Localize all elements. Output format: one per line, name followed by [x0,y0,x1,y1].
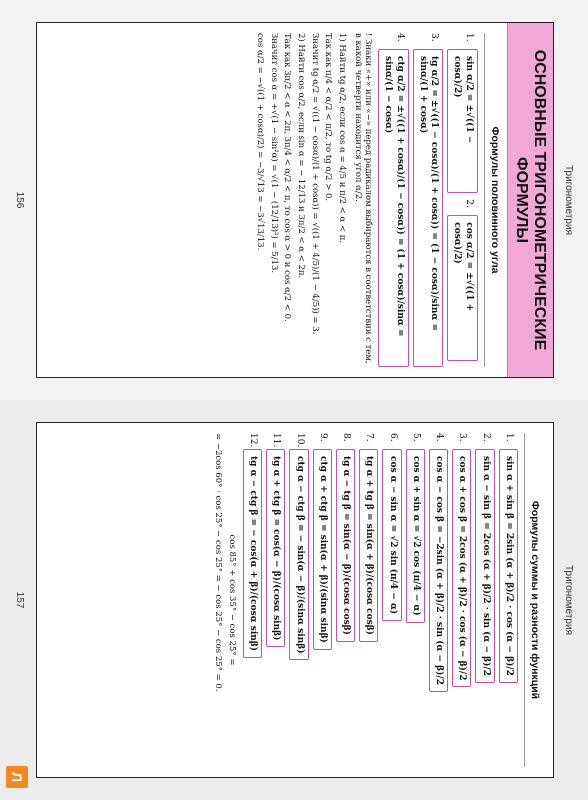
section-title: Формулы суммы и разности функций [524,433,541,767]
formula-box: ctg α − ctg β = − sin(α − β)/(sinα sinβ) [289,449,308,660]
formula-number: 4. [434,433,445,442]
content-box [36,422,554,778]
formula-box: tg α − ctg β = − cos(α + β)/(cosα sinβ) [243,449,262,658]
formula-row [447,33,478,367]
example-line: cos 85° + cos 35° − cos 25° = [226,534,237,666]
formula-number: 5. [410,433,421,442]
formula-row [499,433,518,767]
formula-box: sin α/2 = ±√((1 − cosα)/2) [447,49,478,193]
example-line: = −2cos 60° · cos 25° − cos 25° = − cos 25° − cos 25° = 0. [213,433,224,692]
page-157 [0,400,588,800]
formula-box: ctg α/2 = ±√((1 + cosα)/(1 − cosα)) = (1 + cosα)/sinα = sinα/(1 − cosα) [378,49,409,367]
sign-note: ! Знаки «+» или «−» перед радикалом выбираются в соответствии с тем, в какой четверти находится угол α/2. [352,33,374,364]
formula-row [382,433,401,767]
formula-box: cos α + sin α = √2 cos (π/4 − α) [406,449,425,623]
formula-box: tg α + tg β = sin(α + β)/(cosα cosβ) [359,449,378,642]
formula-number: 6. [387,433,398,442]
example-2-line: Так как 3π/2 < α < 2π, 3π/4 < α/2 < π, то cos α > 0 и cos α/2 < 0. [282,33,293,322]
formula-number: 11. [271,433,282,448]
chapter-banner: ОСНОВНЫЕ ТРИГОНОМЕТРИЧЕСКИЕ ФОРМУЛЫ [507,23,553,377]
formula-number: 1. [463,33,474,42]
publisher-logo-icon: Л [6,766,28,788]
formula-box: sin α + sin β = 2sin (α + β)/2 · cos (α − β)/2 [499,449,518,683]
example-1-line: Так как π/4 < α/2 < π/2, то tg α/2 > 0. [323,33,334,202]
content-box [36,22,554,378]
formula-row [475,433,494,767]
formula-row [266,433,285,767]
formula-box: ctg α + ctg β = sin(α + β)/(sinα sinβ) [313,449,332,650]
formula-number: 9. [317,433,328,442]
formula-row [378,33,409,367]
formula-box: cos α/2 = ±√((1 + cosα)/2) [447,215,478,361]
formula-number: 8. [341,433,352,442]
formula-number: 3. [457,433,468,442]
formula-number: 4. [394,33,405,42]
running-head: Тригонометрия [563,164,574,235]
formula-pair [447,49,478,367]
formula-number: 3. [429,33,440,42]
formula-row [359,433,378,767]
formula-number: 1. [503,433,514,442]
formula-row [336,433,355,767]
formula-row [429,433,448,767]
section-title: Формулы половинного угла [484,33,501,367]
formula-number: 7. [364,433,375,442]
formula-row [243,433,262,767]
formula-box: cos α − sin α = √2 sin (π/4 − α) [382,449,401,621]
formula-box: tg α/2 = ±√((1 − cosα)/(1 + cosα)) = (1 − cosα)/sinα = sinα/(1 + cosα) [413,49,444,367]
example-2-line: cos α/2 = −√((1 + cosα)/2) = −3/√13 = −3√13/13. [255,33,266,251]
formula-number: 2. [480,433,491,442]
running-head: Тригонометрия [563,564,574,635]
page-number: 157 [14,591,25,609]
formula-box: sin α − sin β = 2cos (α + β)/2 · sin (α − β)/2 [475,449,494,683]
example-2-title: 2) Найти cos α/2, если sin α = − 12/13 и 3π/2 < α < 2π. [296,33,307,279]
formula-row [313,433,332,767]
formula-row [452,433,471,767]
formula-row [406,433,425,767]
example-2-line: Значит cos α = +√(1 − sin²α) = √(1 − (12/13)²) = 5/13. [268,33,279,274]
formula-row [289,433,308,767]
formula-number: 10. [294,433,305,448]
formula-box: tg α − tg β = sin(α − β)/(cosα cosβ) [336,449,355,642]
example-1-title: 1) Найти tg α/2, если cos α = 4/5 и π/2 < α < π. [336,33,347,244]
page-number: 156 [14,191,25,209]
formula-box: tg α + ctg β = cos(α − β)/(cosα sinβ) [266,449,285,647]
formula-box: cos α − cos β = −2sin (α + β)/2 · sin (α − β)/2 [429,449,448,692]
example-1-line: Значит tg α/2 = √((1 − cosα)/(1 + cosα)) = √((1 + 4/5)/(1 − 4/5)) = 3. [309,33,320,335]
formula-number: 12. [248,433,259,448]
formula-row [413,33,444,367]
formula-number: 2. [463,199,474,208]
formula-box: cos α + cos β = 2cos (α + β)/2 · cos (α − β)/2 [452,449,471,687]
